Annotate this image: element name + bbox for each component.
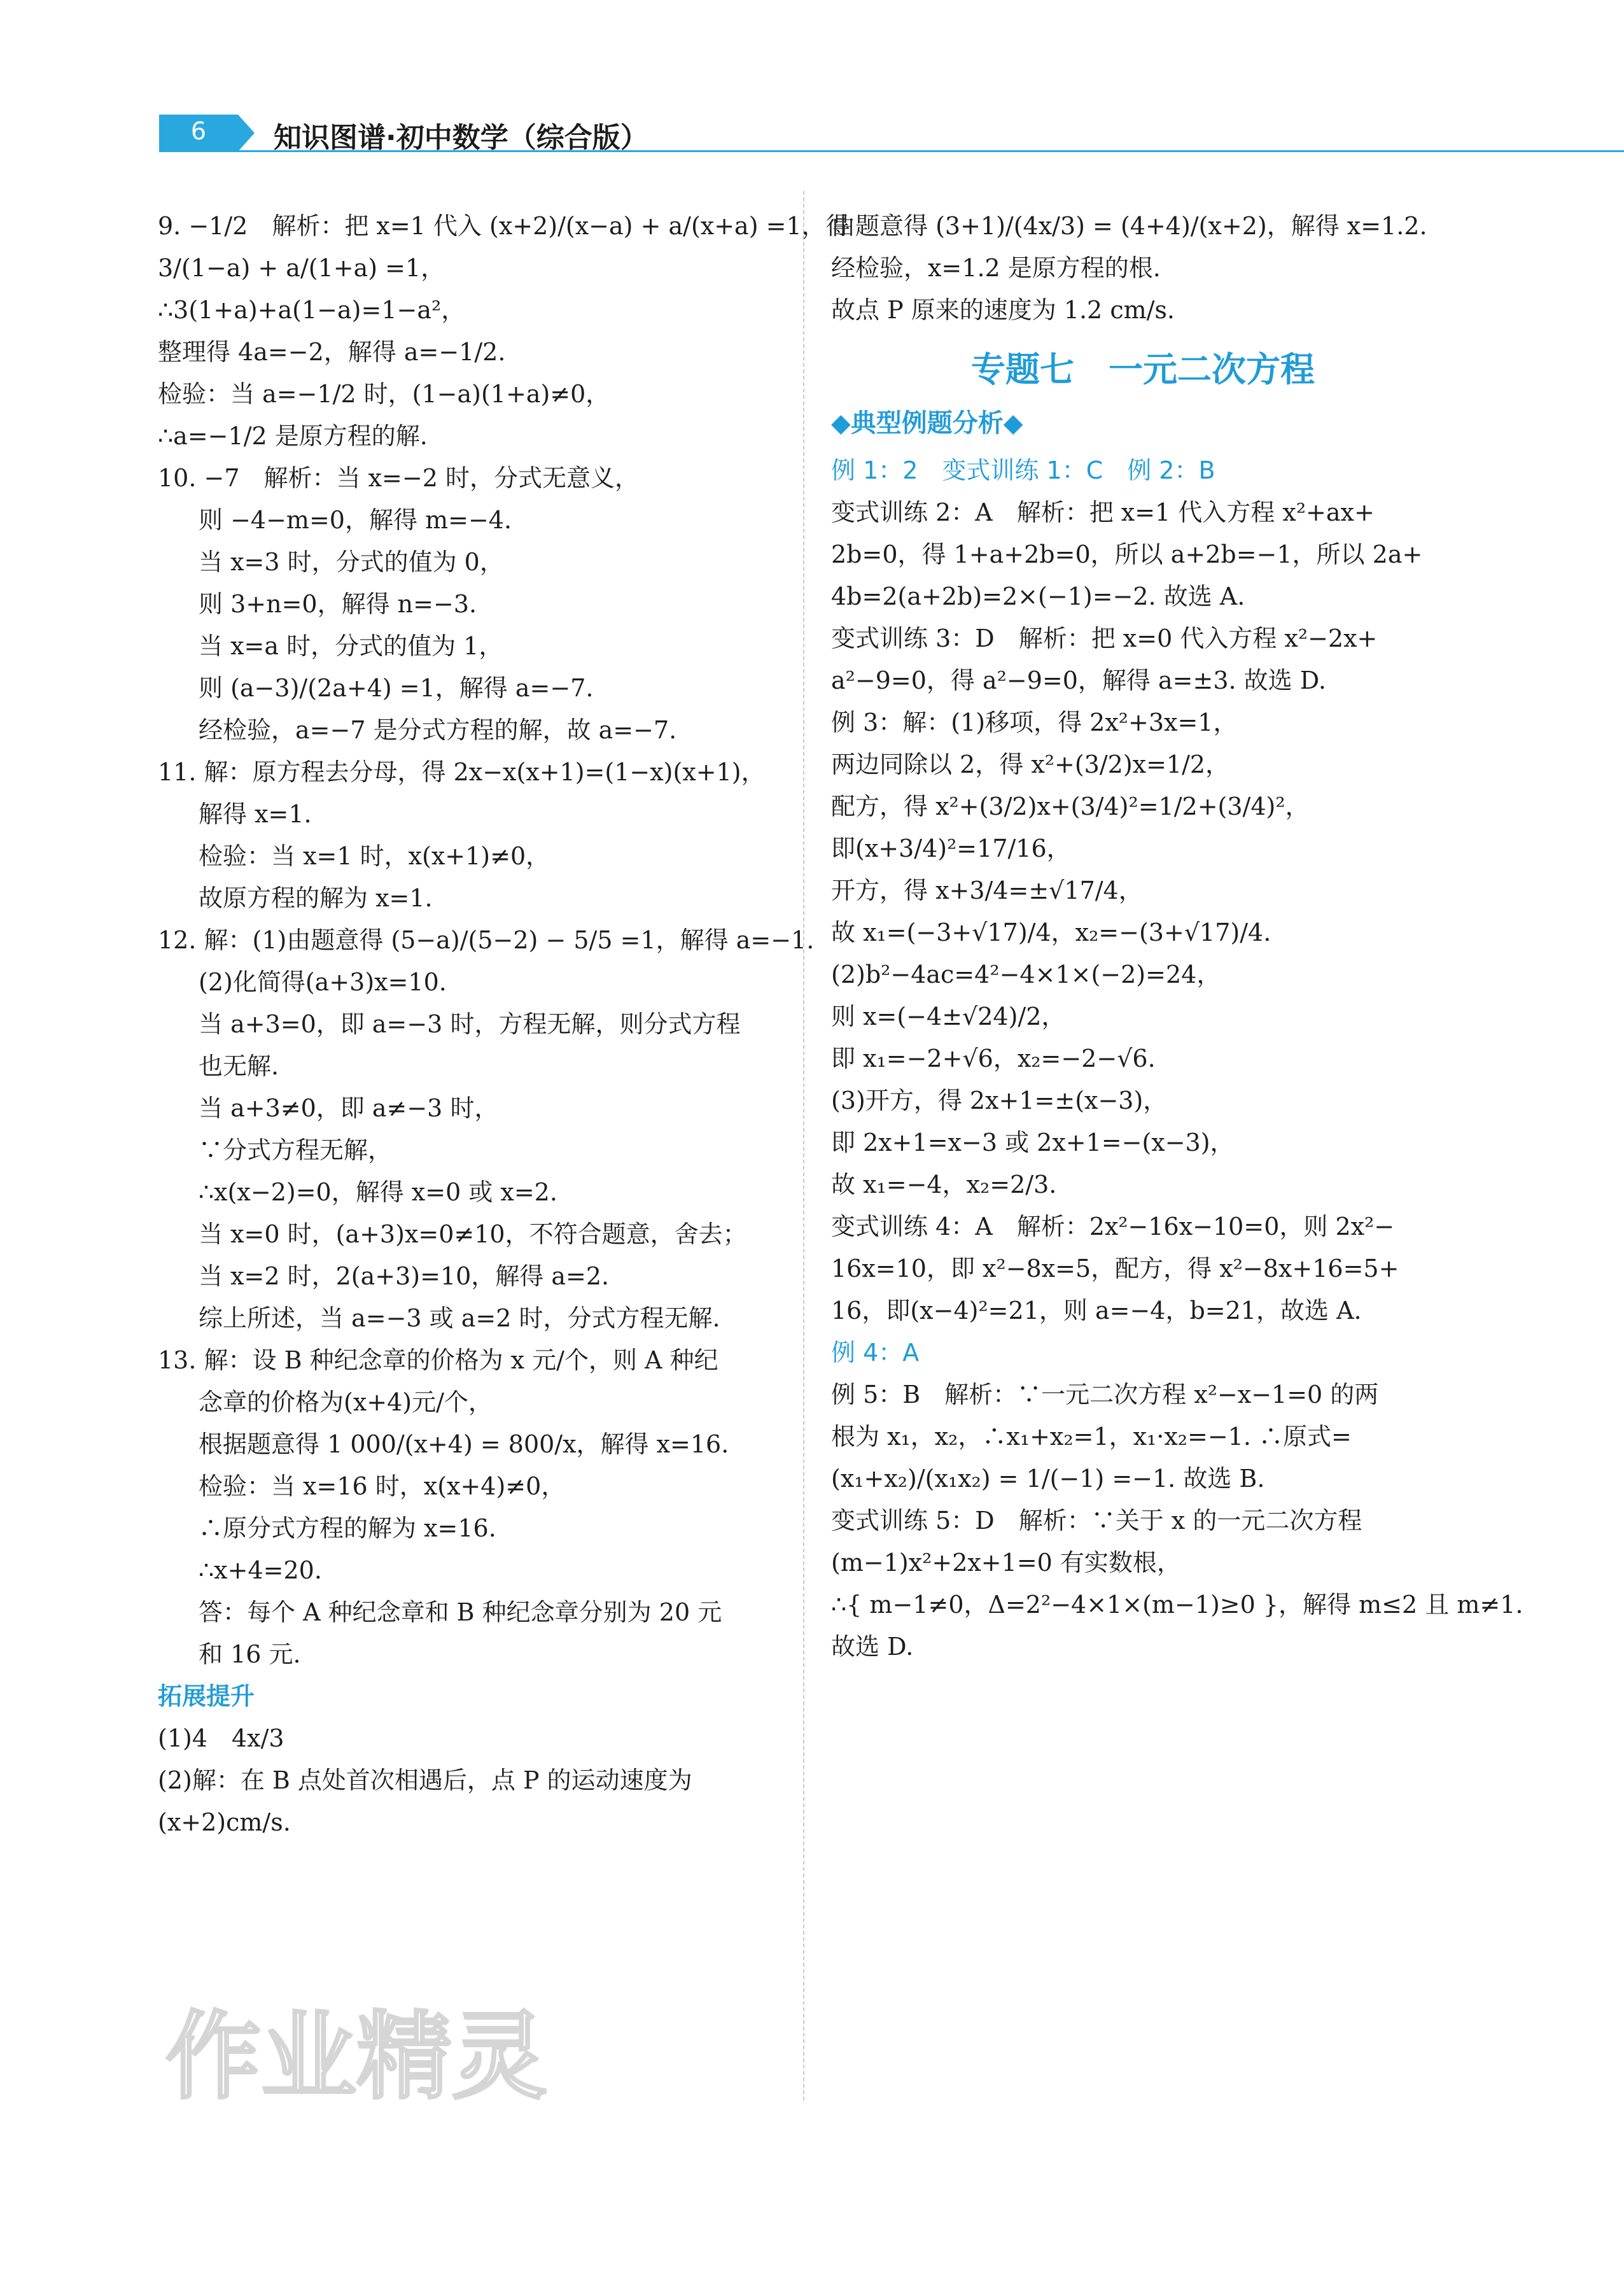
extension-part-2-line-2: (x+2)cm/s. <box>158 1808 291 1836</box>
extension-part-1: (1)4 4x/3 <box>158 1724 284 1752</box>
answer-9-line-5: 检验：当 a=−1/2 时，(1−a)(1+a)≠0， <box>158 380 610 408</box>
extension-part-2-line-1: (2)解：在 B 点处首次相遇后，点 P 的运动速度为 <box>158 1766 692 1794</box>
example-5-line-2: 根为 x₁，x₂，∴x₁+x₂=1，x₁·x₂=−1. ∴原式= <box>831 1423 1352 1451</box>
drill-5-line-1: 变式训练 5：D 解析：∵关于 x 的一元二次方程 <box>831 1507 1362 1535</box>
answer-10-line-1: 10. −7 解析：当 x=−2 时，分式无意义， <box>158 464 639 492</box>
drill-4-line-2: 16x=10，即 x²−8x=5，配方，得 x²−8x+16=5+ <box>831 1255 1399 1283</box>
header-tab-arrow <box>238 115 255 151</box>
example-3-line-2: 两边同除以 2，得 x²+(3/2)x=1/2， <box>831 750 1230 778</box>
book-title: 知识图谱·初中数学（综合版） <box>274 122 648 154</box>
answer-11-line-2: 解得 x=1. <box>199 800 312 828</box>
example-5-line-1: 例 5：B 解析：∵一元二次方程 x²−x−1=0 的两 <box>831 1381 1379 1409</box>
answer-12-line-9: 当 x=2 时，2(a+3)=10，解得 a=2. <box>199 1262 610 1290</box>
drill-3-line-1: 变式训练 3：D 解析：把 x=0 代入方程 x²−2x+ <box>831 624 1378 652</box>
example-3-line-6: 故 x₁=(−3+√17)/4，x₂=−(3+√17)/4. <box>831 918 1271 946</box>
page-number: 6 <box>190 117 207 145</box>
drill-5-line-4: 故选 D. <box>831 1633 914 1661</box>
answer-10-line-2: 则 −4−m=0，解得 m=−4. <box>199 506 512 534</box>
example-3-line-5: 开方，得 x+3/4=±√17/4， <box>831 876 1143 904</box>
answer-11-line-3: 检验：当 x=1 时，x(x+1)≠0， <box>199 842 550 870</box>
continued-line-2: 经检验，x=1.2 是原方程的根. <box>831 254 1161 282</box>
answer-10-line-6: 则 (a−3)/(2a+4) =1，解得 a=−7. <box>199 674 594 702</box>
answer-13-line-1: 13. 解：设 B 种纪念章的价格为 x 元/个，则 A 种纪 <box>158 1346 718 1374</box>
drill-4-line-1: 变式训练 4：A 解析：2x²−16x−10=0，则 2x²− <box>831 1213 1395 1241</box>
answer-12-line-10: 综上所述，当 a=−3 或 a=2 时，分式方程无解. <box>199 1304 720 1332</box>
example-1-answers: 例 1：2 变式训练 1：C 例 2：B <box>831 456 1215 484</box>
drill-2-line-1: 变式训练 2：A 解析：把 x=1 代入方程 x²+ax+ <box>831 498 1375 526</box>
example-3-line-9: 即 x₁=−2+√6，x₂=−2−√6. <box>831 1044 1156 1072</box>
answer-9-line-4: 整理得 4a=−2，解得 a=−1/2. <box>158 338 506 366</box>
continued-line-1: 由题意得 (3+1)/(4x/3) = (4+4)/(x+2)，解得 x=1.2. <box>831 212 1427 240</box>
answer-12-line-3: 当 a+3=0，即 a=−3 时，方程无解，则分式方程 <box>199 1010 741 1038</box>
answer-9-line-2: 3/(1−a) + a/(1+a) =1， <box>158 254 445 282</box>
answer-12-line-6: ∵分式方程无解， <box>199 1136 393 1164</box>
example-3-line-11: 即 2x+1=x−3 或 2x+1=−(x−3)， <box>831 1128 1235 1157</box>
continued-line-3: 故点 P 原来的速度为 1.2 cm/s. <box>831 296 1175 324</box>
drill-2-line-2: 2b=0，得 1+a+2b=0，所以 a+2b=−1，所以 2a+ <box>831 540 1423 568</box>
answer-9-line-1: 9. −1/2 解析：把 x=1 代入 (x+2)/(x−a) + a/(x+a) =1，得 <box>158 212 850 240</box>
example-3-line-4: 即(x+3/4)²=17/16， <box>831 834 1071 862</box>
section-subtitle: ◆典型例题分析◆ <box>831 409 1023 438</box>
example-3-line-1: 例 3：解：(1)移项，得 2x²+3x=1， <box>831 708 1238 736</box>
watermark: 作业精灵 <box>165 2002 548 2113</box>
answer-13-line-5: ∴原分式方程的解为 x=16. <box>199 1514 496 1542</box>
answer-10-line-3: 当 x=3 时，分式的值为 0， <box>199 548 504 576</box>
answer-10-line-5: 当 x=a 时，分式的值为 1， <box>199 632 503 660</box>
drill-4-line-3: 16，即(x−4)²=21，则 a=−4，b=21，故选 A. <box>831 1297 1362 1325</box>
right-column <box>831 205 1523 1668</box>
answer-12-line-8: 当 x=0 时，(a+3)x=0≠10，不符合题意，舍去； <box>199 1220 747 1248</box>
extension-heading: 拓展提升 <box>158 1682 255 1710</box>
answer-11-line-4: 故原方程的解为 x=1. <box>199 884 433 912</box>
answer-13-line-4: 检验：当 x=16 时，x(x+4)≠0， <box>199 1472 566 1500</box>
answer-13-line-7: 答：每个 A 种纪念章和 B 种纪念章分别为 20 元 <box>199 1598 722 1626</box>
drill-3-line-2: a²−9=0，得 a²−9=0，解得 a=±3. 故选 D. <box>831 666 1326 694</box>
answer-12-line-1: 12. 解：(1)由题意得 (5−a)/(5−2) − 5/5 =1，解得 a=−1. <box>158 926 815 954</box>
answer-12-line-5: 当 a+3≠0，即 a≠−3 时， <box>199 1094 499 1122</box>
column-divider <box>803 191 804 2100</box>
example-3-line-8: 则 x=(−4±√24)/2， <box>831 1002 1066 1030</box>
answer-10-line-7: 经检验，a=−7 是分式方程的解，故 a=−7. <box>199 716 677 744</box>
example-4-answer: 例 4：A <box>831 1339 920 1367</box>
example-3-line-10: (3)开方，得 2x+1=±(x−3)， <box>831 1086 1168 1114</box>
answer-9-line-3: ∴3(1+a)+a(1−a)=1−a²， <box>158 296 466 324</box>
example-3-line-7: (2)b²−4ac=4²−4×1×(−2)=24， <box>831 960 1221 988</box>
answer-12-line-2: (2)化简得(a+3)x=10. <box>199 968 447 996</box>
answer-12-line-7: ∴x(x−2)=0，解得 x=0 或 x=2. <box>199 1178 557 1206</box>
answer-13-line-3: 根据题意得 1 000/(x+4) = 800/x，解得 x=16. <box>199 1430 729 1458</box>
answer-13-line-2: 念章的价格为(x+4)元/个， <box>199 1388 493 1416</box>
answer-10-line-4: 则 3+n=0，解得 n=−3. <box>199 590 477 618</box>
drill-2-line-3: 4b=2(a+2b)=2×(−1)=−2. 故选 A. <box>831 582 1245 610</box>
example-3-line-3: 配方，得 x²+(3/2)x+(3/4)²=1/2+(3/4)²， <box>831 792 1310 820</box>
drill-5-line-3: ∴{ m−1≠0，Δ=2²−4×1×(m−1)≥0 }，解得 m≤2 且 m≠1. <box>831 1591 1523 1619</box>
answer-13-line-8: 和 16 元. <box>199 1640 301 1668</box>
answer-11-line-1: 11. 解：原方程去分母，得 2x−x(x+1)=(1−x)(x+1)， <box>158 758 766 786</box>
answer-12-line-4: 也无解. <box>199 1052 279 1080</box>
example-5-line-3: (x₁+x₂)/(x₁x₂) = 1/(−1) =−1. 故选 B. <box>831 1465 1265 1493</box>
left-column <box>158 205 850 1843</box>
answer-9-line-6: ∴a=−1/2 是原方程的解. <box>158 422 428 450</box>
section-title: 专题七 一元二次方程 <box>971 349 1315 390</box>
example-3-line-12: 故 x₁=−4，x₂=2/3. <box>831 1171 1057 1199</box>
drill-5-line-2: (m−1)x²+2x+1=0 有实数根， <box>831 1549 1181 1577</box>
answer-13-line-6: ∴x+4=20. <box>199 1556 322 1584</box>
